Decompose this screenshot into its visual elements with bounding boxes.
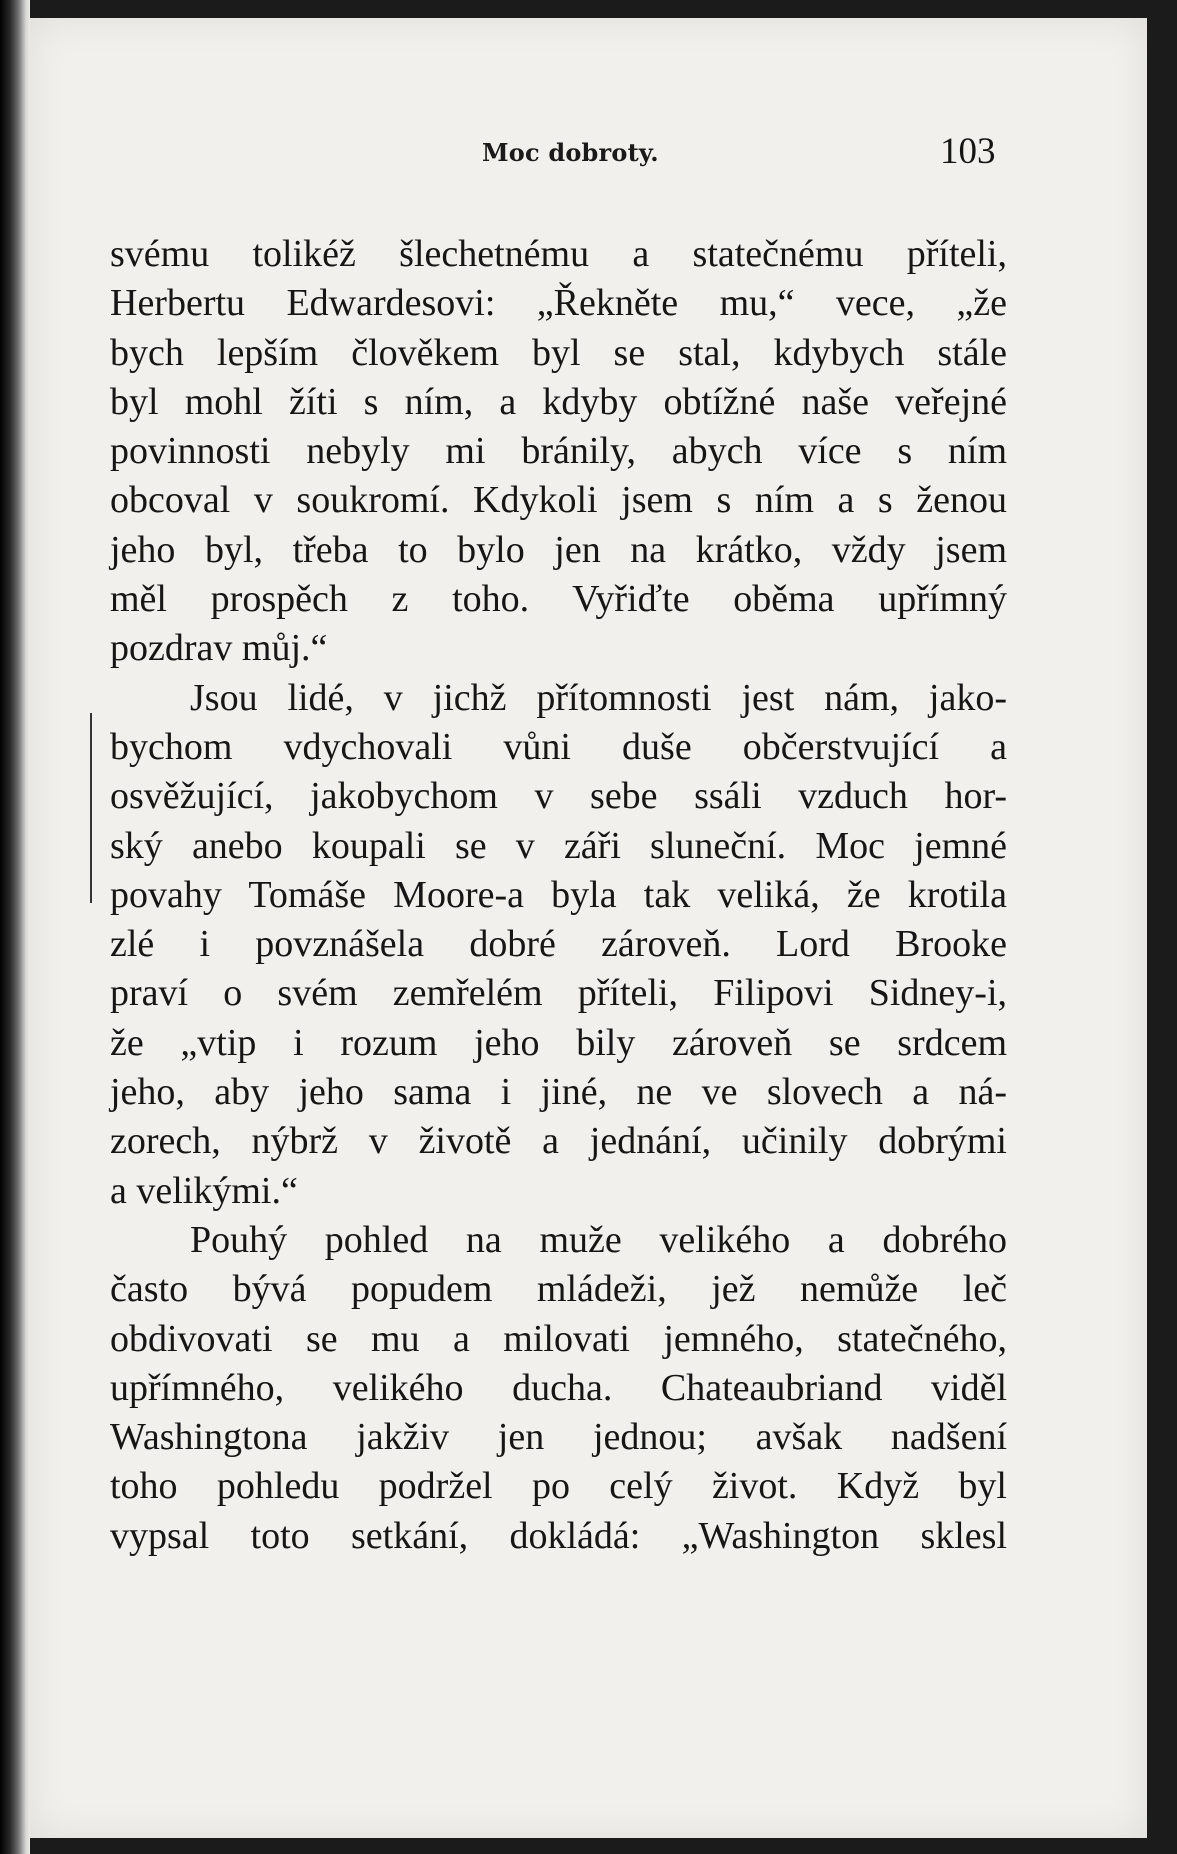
text-line: Jsou lidé, v jichž přítomnosti jest nám, jako-: [190, 676, 1007, 719]
text-line: obdivovati se mu a milovati jemného, statečného,: [110, 1317, 1007, 1360]
text-line: vypsal toto setkání, dokládá: „Washington sklesl: [110, 1514, 1007, 1557]
text-line: povinnosti nebyly mi bránily, abych více s ním: [110, 430, 1007, 473]
text-line: a velikými.“: [110, 1169, 298, 1212]
text-line: jeho, aby jeho sama i jiné, ne ve slovech a ná-: [110, 1071, 1007, 1114]
text-line: často bývá popudem mládeži, jež nemůže leč: [110, 1268, 1007, 1311]
body-text: [110, 230, 1007, 1561]
text-line: Washingtona jakživ jen jednou; avšak nadšení: [110, 1416, 1007, 1459]
text-line: pozdrav můj.“: [110, 627, 328, 670]
text-line: Herbertu Edwardesovi: „Řekněte mu,“ vece, „že: [110, 282, 1007, 325]
text-line: Pouhý pohled na muže velikého a dobrého: [190, 1218, 1007, 1261]
text-line: bych lepším člověkem byl se stal, kdybych stále: [110, 331, 1007, 374]
text-line: zlé i povznášela dobré zároveň. Lord Brooke: [110, 923, 1007, 966]
text-line: měl prospěch z toho. Vyřiďte oběma upřímný: [110, 578, 1007, 621]
margin-pencil-mark: [90, 713, 92, 903]
text-line: svému tolikéž šlechetnému a statečnému příteli,: [110, 233, 1007, 275]
text-line: praví o svém zemřelém příteli, Filipovi Sidney-i,: [110, 972, 1007, 1015]
page-number: 103: [940, 131, 996, 172]
text-line: toho pohledu podržel po celý život. Když byl: [110, 1465, 1007, 1508]
text-line: byl mohl žíti s ním, a kdyby obtížné naše veřejné: [110, 380, 1007, 423]
text-line: zorech, nýbrž v životě a jednání, učinily dobrými: [110, 1120, 1007, 1163]
text-line: obcoval v soukromí. Kdykoli jsem s ním a s ženou: [110, 479, 1007, 522]
book-gutter: [0, 0, 30, 1854]
text-line: upřímného, velikého ducha. Chateaubriand viděl: [110, 1366, 1007, 1409]
text-line: ský anebo koupali se v záři sluneční. Moc jemné: [110, 824, 1007, 867]
text-line: bychom vdychovali vůni duše občerstvující a: [110, 725, 1007, 768]
text-line: povahy Tomáše Moore-a byla tak veliká, že krotila: [110, 873, 1007, 916]
text-line: osvěžující, jakobychom v sebe ssáli vzduch hor-: [110, 775, 1007, 818]
page-header: [0, 131, 1177, 174]
text-line: jeho byl, třeba to bylo jen na krátko, vždy jsem: [110, 528, 1007, 571]
text-line: že „vtip i rozum jeho bily zároveň se srdcem: [110, 1021, 1007, 1064]
running-head: Moc dobroty.: [482, 138, 659, 167]
